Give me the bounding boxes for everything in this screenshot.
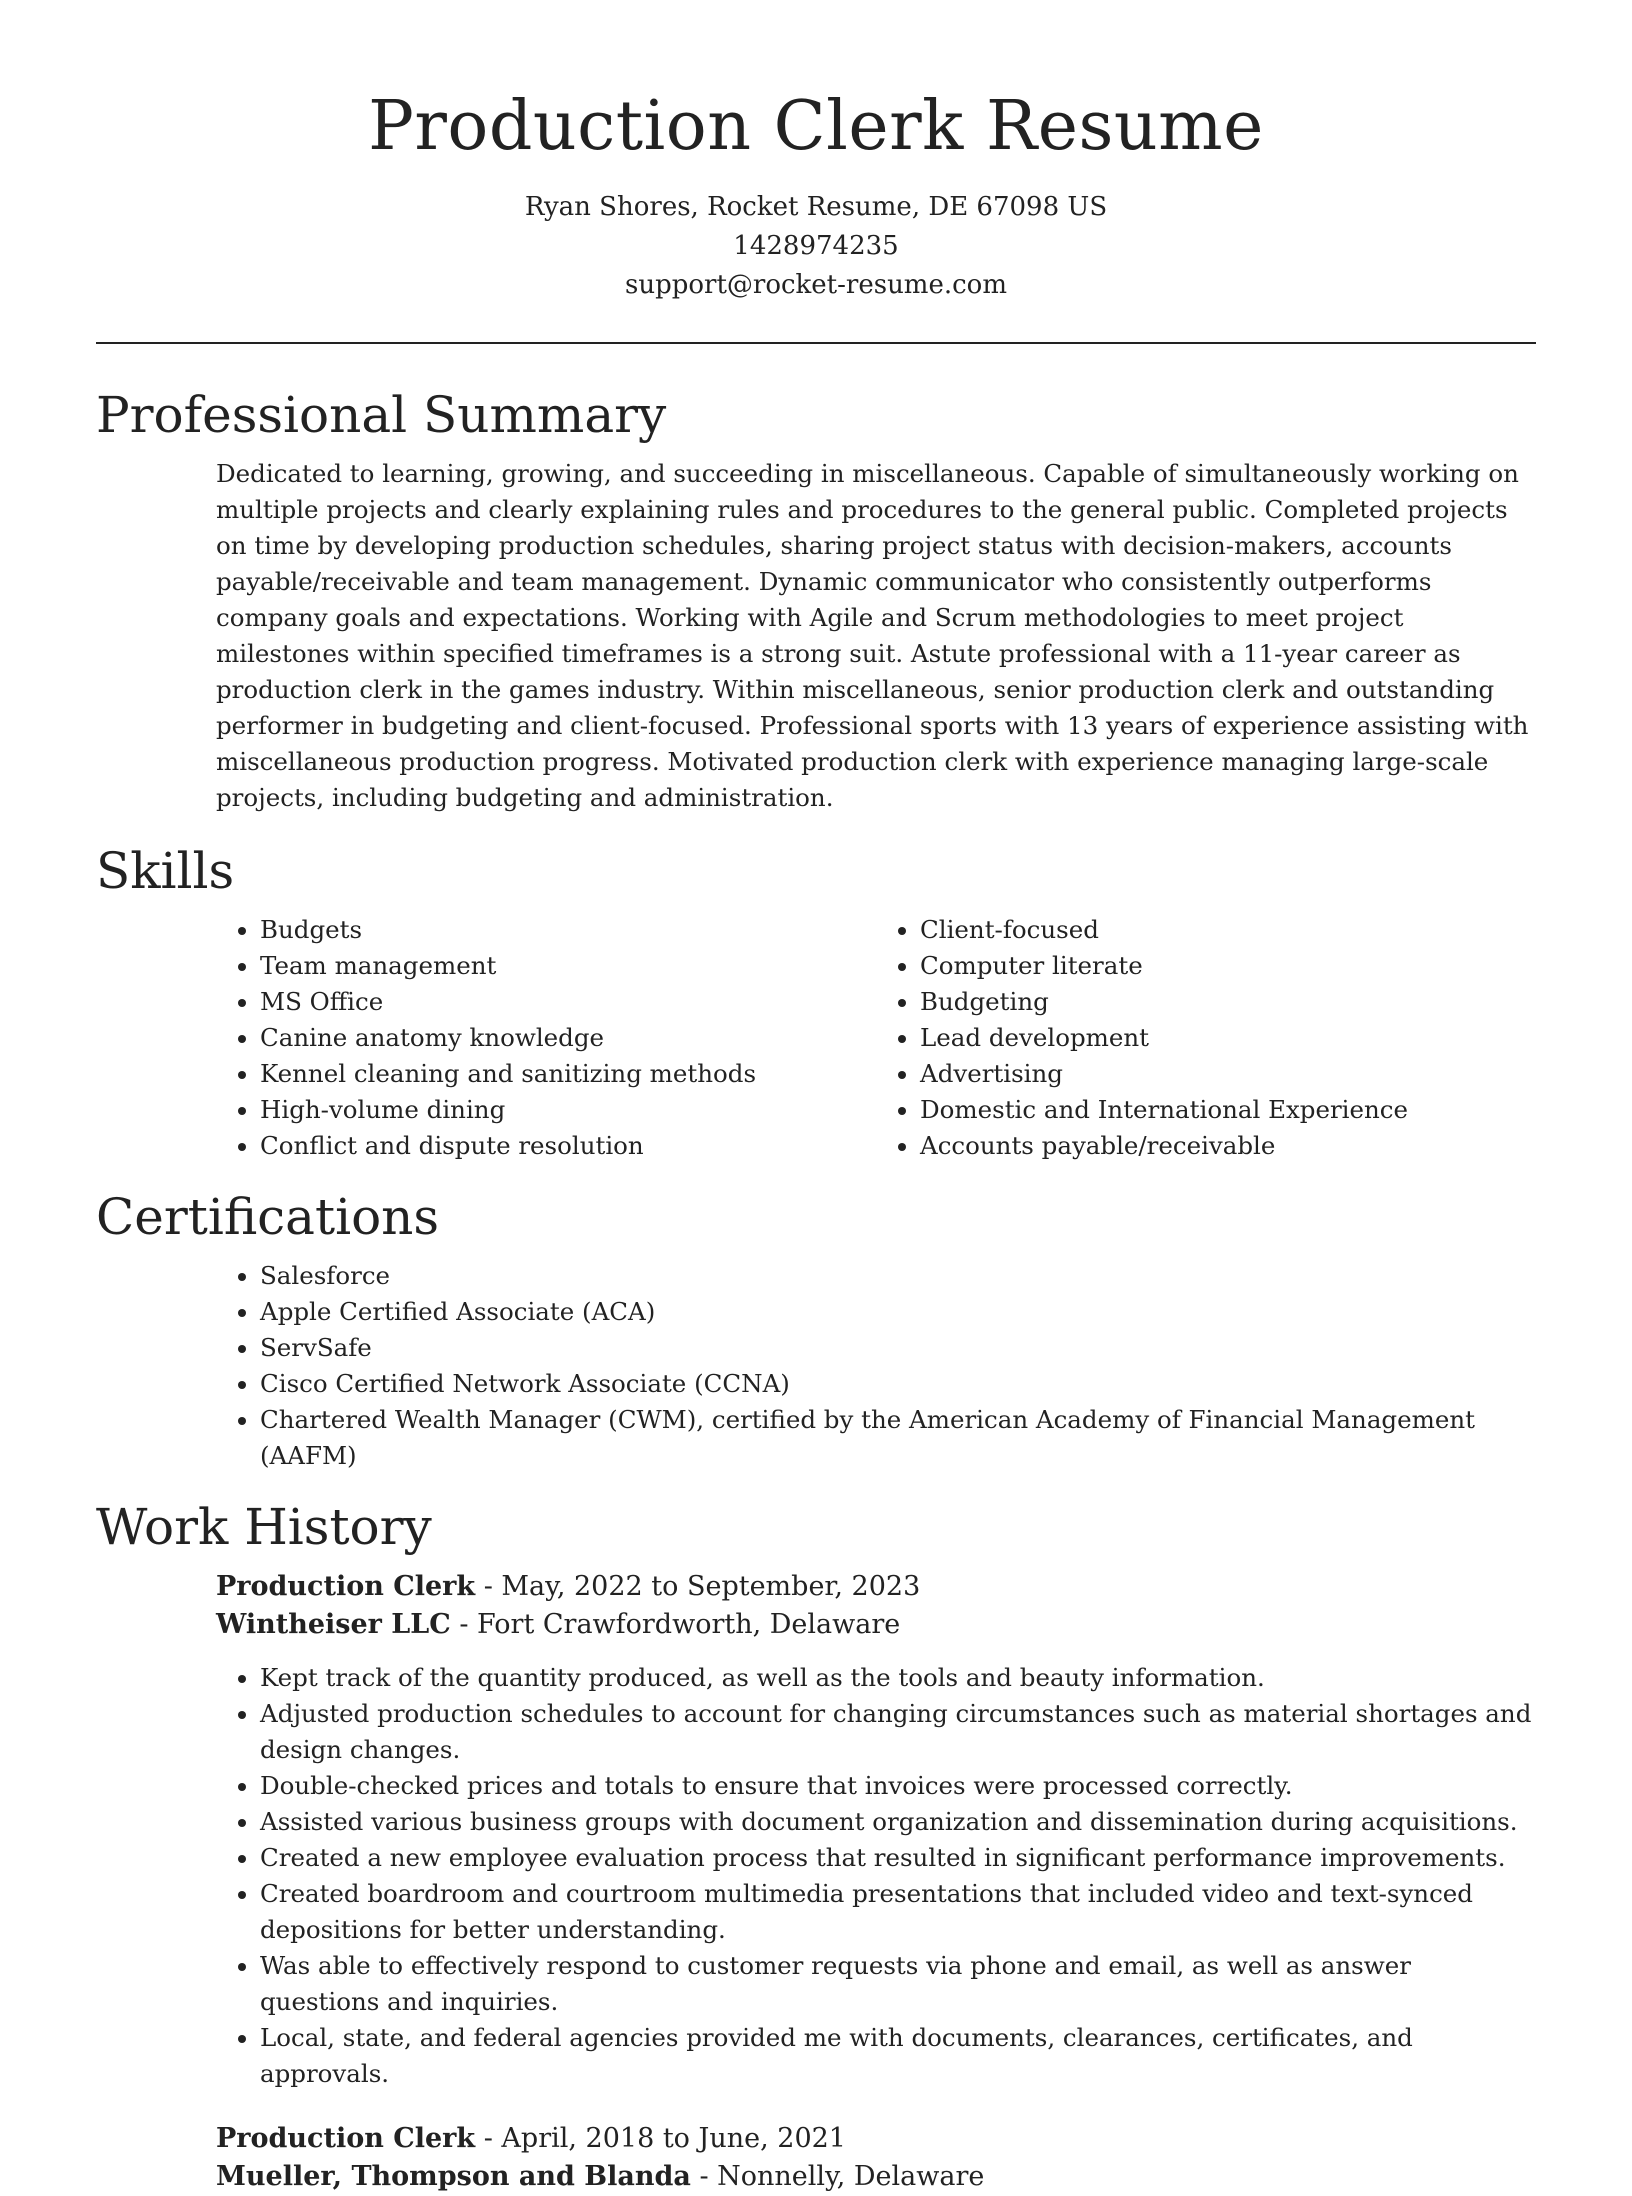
job-bullet: • Adjusted production schedules to account for changing circumstances such as material shortages and design changes. xyxy=(260,1696,1536,1768)
skill-item: • Canine anatomy knowledge xyxy=(260,1020,876,1056)
work-history-heading: Work History xyxy=(96,1498,432,1556)
job-bullet: • Was able to effectively respond to customer requests via phone and email, as well as answer questions and inquiries. xyxy=(260,1948,1536,2020)
skill-item: • Client-focused xyxy=(920,912,1536,948)
job-title: Production Clerk xyxy=(216,1571,476,1602)
certification-item: • Salesforce xyxy=(260,1258,1536,1294)
skill-item: • Team management xyxy=(260,948,876,984)
work-history-section xyxy=(96,1496,1536,2196)
skill-item: • Computer literate xyxy=(920,948,1536,984)
job-title-line xyxy=(216,2120,1536,2158)
contact-address: Ryan Shores, Rocket Resume, DE 67098 US xyxy=(524,192,1108,222)
contact-block xyxy=(0,188,1632,305)
skill-item: • Advertising xyxy=(920,1056,1536,1092)
job-bullet: • Assisted various business groups with document organization and dissemination during acquisitions. xyxy=(260,1804,1536,1840)
skill-item: • Budgets xyxy=(260,912,876,948)
job-bullet: • Double-checked prices and totals to ensure that invoices were processed correctly. xyxy=(260,1768,1536,1804)
certifications-list xyxy=(216,1258,1536,1474)
certification-item: • Apple Certified Associate (ACA) xyxy=(260,1294,1536,1330)
contact-email: support@rocket-resume.com xyxy=(624,270,1007,300)
job-bullet: • Local, state, and federal agencies provided me with documents, clearances, certificates, and approvals. xyxy=(260,2020,1536,2092)
header-divider xyxy=(96,342,1536,344)
certification-item: • ServSafe xyxy=(260,1330,1536,1366)
summary-section xyxy=(96,384,1536,816)
certification-item: • Chartered Wealth Manager (CWM), certified by the American Academy of Financial Management (AAFM) xyxy=(260,1402,1536,1474)
job-bullets xyxy=(216,1660,1536,2092)
skills-list-right xyxy=(876,912,1536,1164)
skill-item: • Accounts payable/receivable xyxy=(920,1128,1536,1164)
job-company: Wintheiser LLC xyxy=(216,1609,451,1640)
job-bullet: • Created boardroom and courtroom multimedia presentations that included video and text-synced depositions for better understanding. xyxy=(260,1876,1536,1948)
job-location: - Fort Crawfordworth, Delaware xyxy=(450,1609,901,1640)
certifications-heading: Certifications xyxy=(96,1188,440,1246)
summary-text: Dedicated to learning, growing, and succeeding in miscellaneous. Capable of simultaneously working on multiple projects and clearly explaining rules and procedures to the general public. Completed projects on time by developing production schedules, sharing project status with decision-makers, accounts payable/receivable and team management. Dynamic communicator who consistently outperforms company goals and expectations. Working with Agile and Scrum methodologies to meet project milestones within specified timeframes is a strong suit. Astute professional with a 11-year career as production clerk in the games industry. Within miscellaneous, senior production clerk and outstanding performer in budgeting and client-focused. Professional sports with 13 years of experience assisting with miscellaneous production progress. Motivated production clerk with experience managing large-scale projects, including budgeting and administration. xyxy=(216,459,1529,812)
job-bullet: • Created a new employee evaluation process that resulted in significant performance improvements. xyxy=(260,1840,1536,1876)
job-bullet: • Kept track of the quantity produced, as well as the tools and beauty information. xyxy=(260,1660,1536,1696)
job-entry xyxy=(216,2120,1536,2196)
job-entry xyxy=(216,1568,1536,2092)
summary-heading: Professional Summary xyxy=(96,386,667,444)
skill-item: • Lead development xyxy=(920,1020,1536,1056)
certification-item: • Cisco Certified Network Associate (CCNA) xyxy=(260,1366,1536,1402)
contact-phone: 1428974235 xyxy=(733,231,899,261)
skill-item: • MS Office xyxy=(260,984,876,1020)
job-company-line xyxy=(216,2158,1536,2196)
skill-item: • Kennel cleaning and sanitizing methods xyxy=(260,1056,876,1092)
skills-section xyxy=(96,840,1536,1164)
job-location: - Nonnelly, Delaware xyxy=(690,2161,985,2192)
job-dates: - May, 2022 to September, 2023 xyxy=(475,1571,921,1602)
skill-item: • Conflict and dispute resolution xyxy=(260,1128,876,1164)
skills-list-left xyxy=(216,912,876,1164)
skills-heading: Skills xyxy=(96,842,235,900)
skill-item: • Budgeting xyxy=(920,984,1536,1020)
skill-item: • High-volume dining xyxy=(260,1092,876,1128)
resume-header xyxy=(0,0,1632,305)
job-company-line xyxy=(216,1606,1536,1644)
job-title: Production Clerk xyxy=(216,2123,476,2154)
resume-title: Production Clerk Resume xyxy=(368,87,1264,166)
certifications-section xyxy=(96,1186,1536,1474)
skills-columns xyxy=(216,912,1536,1164)
job-company: Mueller, Thompson and Blanda xyxy=(216,2161,691,2192)
job-dates: - April, 2018 to June, 2021 xyxy=(475,2123,846,2154)
skill-item: • Domestic and International Experience xyxy=(920,1092,1536,1128)
job-title-line xyxy=(216,1568,1536,1606)
